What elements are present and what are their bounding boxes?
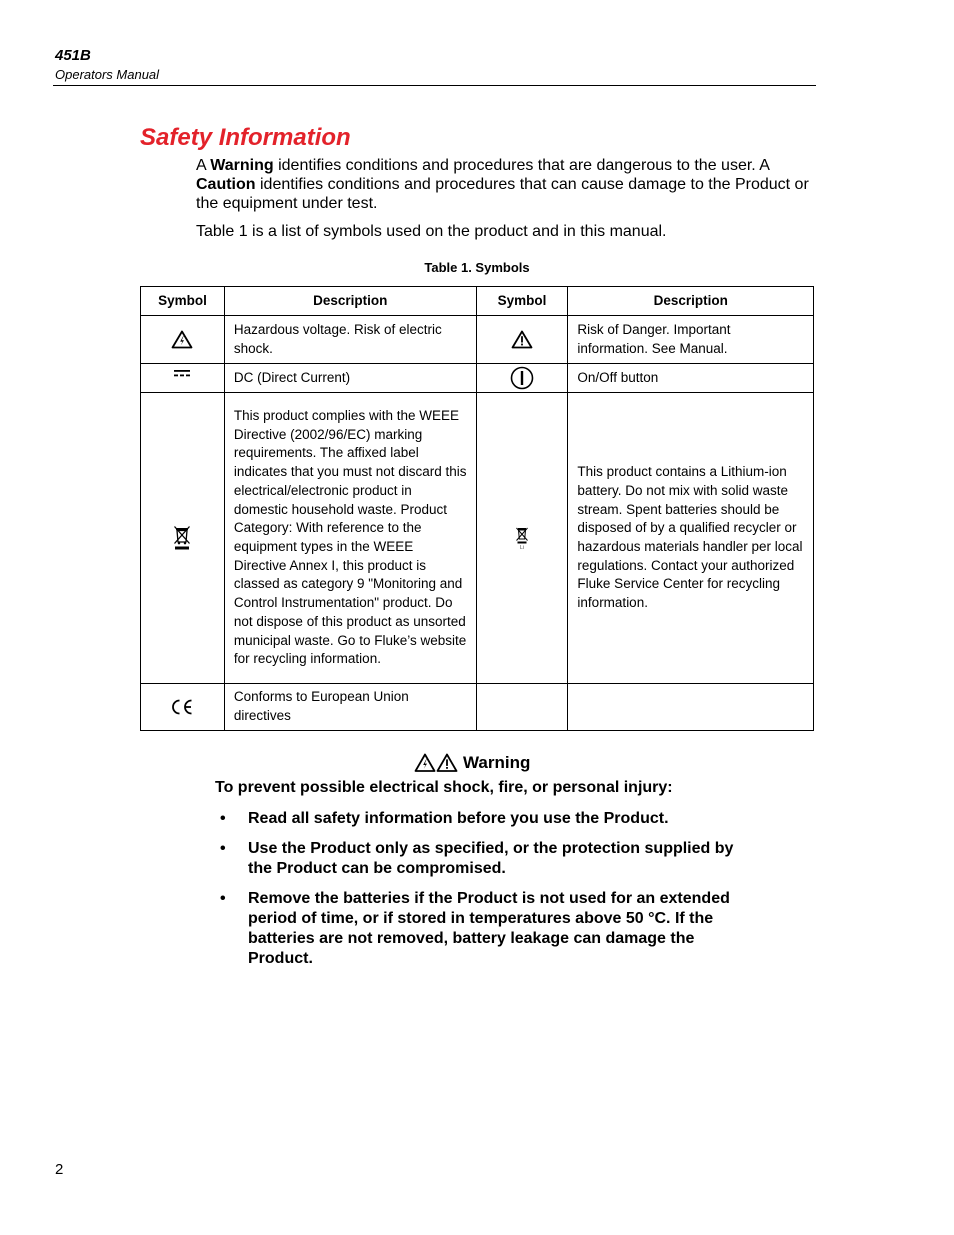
caution-term: Caution xyxy=(196,176,256,193)
battery-recycle-icon xyxy=(514,526,530,550)
symbol-cell xyxy=(141,316,225,364)
list-item xyxy=(215,809,745,829)
column-header-description: Description xyxy=(568,287,814,316)
risk-of-danger-icon xyxy=(436,753,458,773)
symbol-description: This product complies with the WEEE Directive (2002/96/EC) marking requirements. The affixed label indicates that you must not discard this electrical/electronic product in domestic household waste. Product Category: With reference to the equipment types in the WEEE Directive Annex I, this product is classed as category 9 "Monitoring and Control Instrumentation" product. Do not dispose of this product as unsorted municipal waste. Go to Fluke’s website for recycling information. xyxy=(224,393,476,684)
table-row xyxy=(141,364,814,393)
symbol-description: Hazardous voltage. Risk of electric shock. xyxy=(224,316,476,364)
document-model: 451B xyxy=(55,47,91,64)
symbol-description: This product contains a Lithium-ion battery. Do not mix with solid waste stream. Spent batteries should be disposed of by a qualified recycler or hazardous materials handler per local regulations. Contact your authorized Fluke Service Center for recycling information. xyxy=(568,393,814,684)
document-manual-name: Operators Manual xyxy=(55,67,160,82)
symbol-cell xyxy=(141,393,225,684)
warning-list xyxy=(215,809,745,979)
list-item-text: Remove the batteries if the Product is not used for an extended period of time, or if stored in temperatures above 50 °C. If the batteries are not removed, battery leakage can damage the Product. xyxy=(248,890,730,967)
intro-paragraph-1: A Warning identifies conditions and procedures that are dangerous to the user. A Caution identifies conditions and procedures that can cause damage to the Product or the equipment under test. xyxy=(196,157,809,212)
hazardous-voltage-icon xyxy=(414,753,436,773)
symbol-description: DC (Direct Current) xyxy=(224,364,476,393)
hazardous-voltage-icon xyxy=(171,330,193,349)
list-item xyxy=(215,839,745,879)
warning-term: Warning xyxy=(210,157,274,174)
table-header-row xyxy=(141,287,814,316)
bullet-dot: • xyxy=(220,840,226,857)
risk-of-danger-icon xyxy=(511,330,533,349)
symbol-cell xyxy=(476,316,568,364)
symbol-description-empty xyxy=(568,684,814,731)
battery-chemistry-label: Li xyxy=(520,545,524,550)
symbol-cell xyxy=(476,364,568,393)
symbol-cell xyxy=(141,684,225,731)
weee-bin-icon xyxy=(173,525,191,551)
warning-title: Warning xyxy=(463,753,531,772)
column-header-description: Description xyxy=(224,287,476,316)
table-row xyxy=(141,393,814,684)
symbol-description: Risk of Danger. Important information. See Manual. xyxy=(568,316,814,364)
symbol-description: On/Off button xyxy=(568,364,814,393)
ce-mark-icon xyxy=(169,698,195,716)
warning-lead: To prevent possible electrical shock, fire, or personal injury: xyxy=(215,779,673,796)
column-header-symbol: Symbol xyxy=(141,287,225,316)
dc-icon xyxy=(173,369,191,379)
list-item xyxy=(215,889,745,969)
bullet-dot: • xyxy=(220,890,226,907)
list-item-text: Read all safety information before you use the Product. xyxy=(248,810,669,827)
header-divider xyxy=(53,85,816,86)
on-off-icon xyxy=(510,366,534,390)
bullet-dot: • xyxy=(220,810,226,827)
intro-paragraph-2: Table 1 is a list of symbols used on the product and in this manual. xyxy=(196,223,667,240)
intro-text xyxy=(196,156,816,241)
symbol-cell-empty xyxy=(476,684,568,731)
section-title: Safety Information xyxy=(140,124,351,151)
table-row xyxy=(141,684,814,731)
symbol-cell xyxy=(476,393,568,684)
column-header-symbol: Symbol xyxy=(476,287,568,316)
page-number: 2 xyxy=(55,1161,64,1178)
symbol-description: Conforms to European Union directives xyxy=(224,684,476,731)
list-item-text: Use the Product only as specified, or the protection supplied by the Product can be compromised. xyxy=(248,840,734,877)
table-row xyxy=(141,316,814,364)
symbol-cell xyxy=(141,364,225,393)
warning-heading xyxy=(414,751,530,775)
symbols-table xyxy=(140,286,814,731)
table-caption: Table 1. Symbols xyxy=(424,260,530,275)
